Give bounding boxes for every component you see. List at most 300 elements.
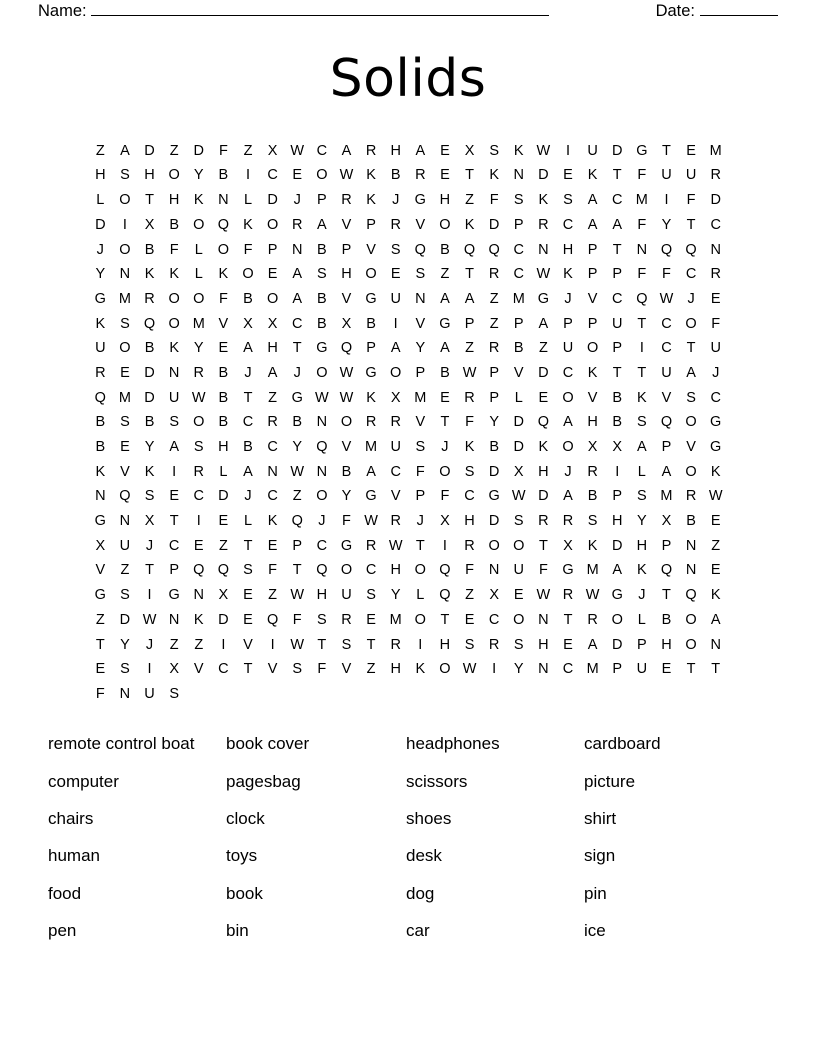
grid-cell: O — [439, 216, 451, 233]
grid-cell: U — [611, 315, 623, 332]
grid-cell: K — [193, 192, 204, 209]
grid-cell: K — [366, 192, 376, 209]
grid-cell: J — [293, 192, 301, 209]
word-list-item: pagesbag — [226, 771, 301, 791]
grid-cell: T — [243, 661, 253, 678]
grid-cell: F — [489, 192, 499, 209]
grid-cell: T — [686, 340, 696, 357]
grid-cell: K — [710, 463, 721, 480]
grid-cell: D — [611, 537, 623, 554]
grid-cell: Z — [268, 389, 278, 406]
grid-cell: W — [290, 587, 305, 604]
grid-cell: Q — [439, 562, 451, 579]
grid-cell: Z — [95, 611, 105, 628]
grid-cell: I — [639, 340, 644, 357]
grid-cell: R — [341, 611, 352, 628]
grid-cell: H — [661, 636, 672, 653]
grid-cell: J — [244, 364, 252, 381]
grid-cell: B — [587, 488, 598, 505]
grid-cell: V — [95, 562, 106, 579]
grid-cell: Q — [685, 587, 697, 604]
grid-cell: X — [267, 315, 278, 332]
grid-cell: G — [340, 537, 353, 554]
grid-cell: A — [637, 439, 647, 456]
grid-cell: S — [120, 661, 130, 678]
name-label: Name: — [38, 2, 87, 20]
grid-cell: O — [439, 463, 451, 480]
grid-cell: J — [416, 513, 424, 530]
grid-cell: I — [492, 661, 497, 678]
word-list-item: headphones — [406, 734, 500, 754]
date-input-line[interactable] — [700, 3, 778, 16]
grid-cell: A — [563, 414, 573, 431]
grid-cell: D — [538, 488, 549, 505]
grid-cell: N — [513, 167, 524, 184]
grid-cell: N — [267, 463, 278, 480]
grid-cell: O — [340, 414, 353, 431]
word-list-item: remote control boat — [48, 734, 195, 754]
grid-cell: W — [290, 142, 305, 159]
grid-cell: B — [95, 414, 106, 431]
grid-cell: U — [562, 340, 574, 357]
grid-cell: X — [267, 142, 278, 159]
grid-cell: K — [563, 266, 573, 283]
grid-cell: X — [144, 513, 155, 530]
grid-cell: N — [538, 661, 549, 678]
grid-cell: S — [292, 661, 303, 678]
grid-cell: Q — [291, 513, 303, 530]
grid-cell: G — [94, 587, 106, 604]
grid-cell: J — [145, 537, 154, 554]
grid-cell: K — [587, 364, 598, 381]
grid-cell: X — [243, 315, 253, 332]
grid-cell: U — [95, 340, 106, 357]
grid-cell: A — [243, 340, 253, 357]
grid-cell: D — [611, 142, 623, 159]
grid-cell: A — [538, 315, 549, 332]
grid-cell: V — [218, 315, 229, 332]
grid-cell: O — [685, 636, 697, 653]
grid-cell: R — [562, 587, 574, 604]
grid-cell: O — [193, 290, 205, 307]
grid-cell: Q — [439, 587, 451, 604]
grid-cell: J — [712, 364, 720, 381]
word-list-item: dog — [406, 883, 435, 903]
grid-cell: E — [218, 340, 229, 357]
grid-cell: V — [415, 315, 426, 332]
grid-cell: N — [415, 290, 426, 307]
grid-cell: R — [291, 216, 303, 233]
grid-cell: R — [193, 364, 204, 381]
grid-cell: Y — [637, 513, 647, 530]
grid-cell: L — [243, 513, 253, 530]
date-label: Date: — [655, 2, 695, 20]
grid-cell: D — [267, 192, 278, 209]
grid-cell: J — [145, 636, 154, 653]
grid-cell: A — [292, 266, 303, 283]
grid-cell: K — [710, 587, 721, 604]
grid-cell: E — [120, 439, 130, 456]
grid-cell: G — [488, 488, 500, 505]
grid-cell: G — [562, 562, 574, 579]
grid-cell: G — [611, 587, 623, 604]
grid-cell: P — [661, 439, 672, 456]
grid-cell: S — [415, 439, 426, 456]
grid-cell: E — [243, 611, 253, 628]
grid-cell: P — [341, 241, 352, 258]
grid-cell: K — [95, 463, 106, 480]
grid-cell: O — [414, 562, 426, 579]
word-list-item: human — [48, 846, 100, 866]
grid-cell: B — [218, 364, 229, 381]
grid-cell: D — [144, 364, 155, 381]
grid-cell: B — [317, 241, 327, 258]
grid-cell: V — [341, 216, 352, 233]
grid-cell: N — [119, 685, 131, 702]
grid-cell: B — [489, 439, 499, 456]
grid-cell: O — [217, 241, 230, 258]
grid-cell: S — [144, 488, 155, 505]
grid-cell: O — [414, 611, 426, 628]
grid-cell: O — [242, 266, 254, 283]
grid-cell: E — [267, 537, 278, 554]
grid-cell: R — [390, 636, 401, 653]
grid-cell: L — [514, 389, 523, 406]
grid-cell: W — [536, 587, 551, 604]
grid-cell: E — [686, 142, 696, 159]
word-list-item: car — [406, 921, 430, 941]
grid-cell: O — [316, 167, 328, 184]
grid-cell: M — [192, 315, 205, 332]
grid-cell: T — [145, 562, 154, 579]
grid-cell: K — [587, 167, 598, 184]
word-list-item: chairs — [48, 809, 94, 829]
grid-cell: Q — [660, 414, 673, 431]
grid-cell: Z — [218, 537, 228, 554]
grid-cell: N — [193, 587, 204, 604]
grid-cell: Q — [217, 216, 230, 233]
grid-cell: X — [612, 439, 623, 456]
grid-cell: C — [685, 266, 697, 283]
grid-cell: T — [563, 611, 573, 628]
grid-cell: R — [365, 142, 377, 159]
grid-cell: B — [292, 414, 303, 431]
name-input-line[interactable] — [91, 3, 549, 16]
grid-cell: D — [193, 142, 204, 159]
grid-cell: X — [489, 587, 499, 604]
grid-cell: P — [612, 488, 623, 505]
grid-cell: M — [709, 142, 722, 159]
grid-cell: J — [564, 463, 572, 480]
grid-cell: X — [464, 142, 475, 159]
grid-cell: V — [341, 290, 352, 307]
grid-cell: X — [218, 587, 229, 604]
word-list-item: food — [48, 883, 82, 903]
grid-cell: K — [587, 537, 598, 554]
word-list-item: toys — [226, 846, 258, 866]
grid-cell: S — [637, 414, 647, 431]
grid-cell: O — [119, 192, 131, 209]
grid-cell: K — [415, 661, 426, 678]
grid-cell: S — [341, 636, 352, 653]
grid-cell: D — [488, 216, 500, 233]
grid-cell: V — [120, 463, 130, 480]
grid-cell: O — [562, 439, 574, 456]
grid-cell: Y — [144, 439, 155, 456]
grid-cell: K — [144, 266, 155, 283]
grid-cell: P — [587, 315, 598, 332]
grid-cell: S — [243, 562, 253, 579]
grid-cell: P — [563, 315, 573, 332]
grid-cell: F — [169, 241, 179, 258]
grid-cell: R — [365, 537, 377, 554]
grid-cell: X — [563, 537, 573, 554]
grid-cell: W — [511, 488, 526, 505]
grid-cell: Q — [685, 241, 697, 258]
grid-cell: Y — [292, 439, 303, 456]
grid-cell: X — [390, 389, 401, 406]
grid-cell: E — [218, 513, 229, 530]
grid-cell: A — [661, 463, 672, 480]
grid-cell: N — [119, 513, 131, 530]
grid-cell: D — [119, 611, 131, 628]
grid-cell: Q — [94, 389, 106, 406]
grid-cell: K — [218, 266, 229, 283]
grid-cell: C — [365, 562, 377, 579]
grid-cell: B — [612, 389, 623, 406]
grid-cell: U — [587, 142, 598, 159]
grid-cell: V — [366, 241, 376, 258]
grid-cell: A — [587, 636, 598, 653]
grid-cell: Z — [120, 562, 130, 579]
grid-cell: B — [243, 290, 253, 307]
grid-cell: C — [661, 315, 672, 332]
grid-cell: B — [686, 513, 696, 530]
grid-cell: U — [661, 167, 672, 184]
grid-cell: U — [119, 537, 131, 554]
grid-cell: U — [661, 364, 672, 381]
grid-cell: H — [538, 636, 549, 653]
grid-cell: E — [267, 266, 278, 283]
grid-cell: D — [488, 513, 500, 530]
grid-cell: V — [415, 414, 426, 431]
grid-cell: Y — [95, 266, 106, 283]
grid-cell: L — [219, 463, 228, 480]
grid-cell: V — [341, 661, 352, 678]
grid-cell: G — [94, 290, 106, 307]
grid-cell: L — [194, 241, 203, 258]
grid-cell: S — [169, 685, 179, 702]
grid-cell: J — [96, 241, 104, 258]
grid-cell: P — [317, 192, 327, 209]
grid-cell: Q — [119, 488, 131, 505]
grid-cell: O — [439, 661, 451, 678]
grid-cell: W — [364, 513, 378, 530]
grid-cell: N — [710, 241, 721, 258]
grid-cell: Y — [390, 587, 401, 604]
grid-cell: R — [587, 611, 598, 628]
grid-cell: F — [711, 315, 721, 332]
grid-cell: C — [316, 142, 328, 159]
grid-cell: Y — [120, 636, 130, 653]
grid-cell: I — [221, 636, 226, 653]
grid-cell: R — [488, 636, 500, 653]
grid-cell: Y — [341, 488, 352, 505]
word-list — [48, 731, 778, 944]
grid-cell: X — [440, 513, 450, 530]
grid-cell: D — [513, 439, 524, 456]
grid-cell: X — [341, 315, 352, 332]
grid-cell: T — [243, 389, 253, 406]
grid-cell: Z — [169, 636, 179, 653]
word-list-item: pen — [48, 921, 77, 941]
grid-cell: M — [586, 661, 599, 678]
word-list-item: shoes — [406, 809, 452, 829]
grid-cell: Z — [465, 192, 474, 209]
grid-cell: L — [96, 192, 105, 209]
grid-cell: K — [366, 167, 376, 184]
grid-cell: R — [95, 364, 106, 381]
grid-cell: O — [316, 488, 328, 505]
grid-cell: S — [169, 414, 179, 431]
word-list-item: cardboard — [584, 734, 661, 754]
grid-cell: T — [637, 315, 647, 332]
word-list-item: bin — [226, 921, 249, 941]
grid-cell: Q — [414, 241, 426, 258]
header — [38, 0, 778, 28]
grid-cell: L — [637, 611, 646, 628]
grid-cell: A — [440, 340, 450, 357]
grid-cell: D — [538, 364, 549, 381]
grid-cell: F — [95, 685, 105, 702]
grid-cell: B — [341, 463, 352, 480]
grid-cell: F — [218, 142, 228, 159]
grid-cell: Z — [243, 142, 253, 159]
grid-cell: I — [245, 167, 250, 184]
grid-cell: P — [513, 315, 524, 332]
grid-cell: D — [144, 389, 155, 406]
grid-cell: D — [144, 142, 155, 159]
grid-cell: U — [341, 587, 352, 604]
grid-cell: N — [488, 562, 500, 579]
grid-cell: S — [587, 513, 598, 530]
grid-cell: E — [513, 587, 524, 604]
grid-cell: O — [685, 611, 697, 628]
grid-cell: H — [464, 513, 475, 530]
grid-cell: V — [267, 661, 278, 678]
grid-cell: N — [685, 537, 697, 554]
grid-cell: U — [710, 340, 721, 357]
grid-cell: O — [119, 340, 131, 357]
grid-cell: T — [243, 537, 253, 554]
grid-cell: A — [169, 439, 179, 456]
grid-cell: U — [390, 439, 401, 456]
grid-cell: F — [686, 192, 696, 209]
grid-cell: B — [95, 439, 106, 456]
grid-cell: M — [118, 389, 131, 406]
grid-cell: Q — [217, 562, 230, 579]
word-list-item: picture — [584, 771, 636, 791]
grid-cell: H — [390, 661, 401, 678]
grid-cell: S — [686, 389, 696, 406]
grid-cell: C — [562, 364, 574, 381]
grid-cell: M — [389, 611, 402, 628]
grid-cell: F — [268, 562, 278, 579]
grid-cell: F — [465, 414, 474, 431]
grid-cell: C — [661, 340, 672, 357]
grid-cell: T — [662, 142, 671, 159]
grid-cell: K — [243, 216, 253, 233]
grid-cell: Y — [513, 661, 524, 678]
grid-cell: T — [711, 661, 721, 678]
grid-cell: L — [243, 192, 253, 209]
grid-cell: B — [612, 414, 623, 431]
grid-cell: E — [538, 389, 549, 406]
grid-cell: A — [612, 216, 623, 233]
grid-cell: T — [612, 364, 622, 381]
grid-cell: W — [290, 463, 305, 480]
grid-cell: S — [120, 414, 130, 431]
grid-cell: H — [95, 167, 106, 184]
grid-cell: P — [415, 364, 426, 381]
grid-cell: P — [169, 562, 179, 579]
grid-cell: L — [194, 266, 203, 283]
grid-cell: C — [193, 488, 204, 505]
grid-cell: G — [291, 389, 303, 406]
grid-cell: H — [144, 167, 155, 184]
grid-cell: O — [168, 167, 180, 184]
grid-cell: V — [587, 389, 598, 406]
grid-cell: A — [366, 463, 376, 480]
grid-cell: I — [172, 463, 177, 480]
grid-cell: K — [267, 513, 278, 530]
grid-cell: A — [587, 216, 598, 233]
grid-cell: B — [144, 241, 155, 258]
grid-cell: D — [218, 611, 229, 628]
grid-cell: Z — [268, 587, 278, 604]
grid-cell: A — [612, 562, 623, 579]
grid-cell: T — [169, 513, 179, 530]
grid-cell: X — [169, 661, 179, 678]
word-list-item: scissors — [406, 771, 468, 791]
grid-cell: W — [339, 364, 354, 381]
grid-cell: T — [686, 216, 696, 233]
grid-cell: C — [291, 315, 303, 332]
grid-cell: J — [564, 290, 572, 307]
grid-cell: O — [365, 266, 377, 283]
date-field-group — [656, 2, 778, 21]
grid-cell: A — [587, 192, 598, 209]
grid-cell: B — [218, 389, 229, 406]
word-list-item: desk — [406, 846, 442, 866]
grid-cell: C — [611, 192, 623, 209]
grid-cell: O — [193, 414, 205, 431]
word-list-item: ice — [584, 921, 606, 941]
grid-cell: G — [168, 587, 180, 604]
grid-cell: S — [513, 513, 524, 530]
grid-cell: P — [415, 488, 426, 505]
grid-cell: N — [636, 241, 648, 258]
grid-cell: D — [218, 488, 229, 505]
grid-cell: N — [538, 611, 549, 628]
grid-cell: B — [366, 315, 376, 332]
grid-cell: T — [465, 266, 474, 283]
grid-cell: T — [292, 562, 302, 579]
grid-cell: W — [536, 266, 551, 283]
page-title: Solids — [329, 49, 487, 109]
grid-cell: N — [685, 562, 697, 579]
grid-cell: Z — [538, 340, 548, 357]
